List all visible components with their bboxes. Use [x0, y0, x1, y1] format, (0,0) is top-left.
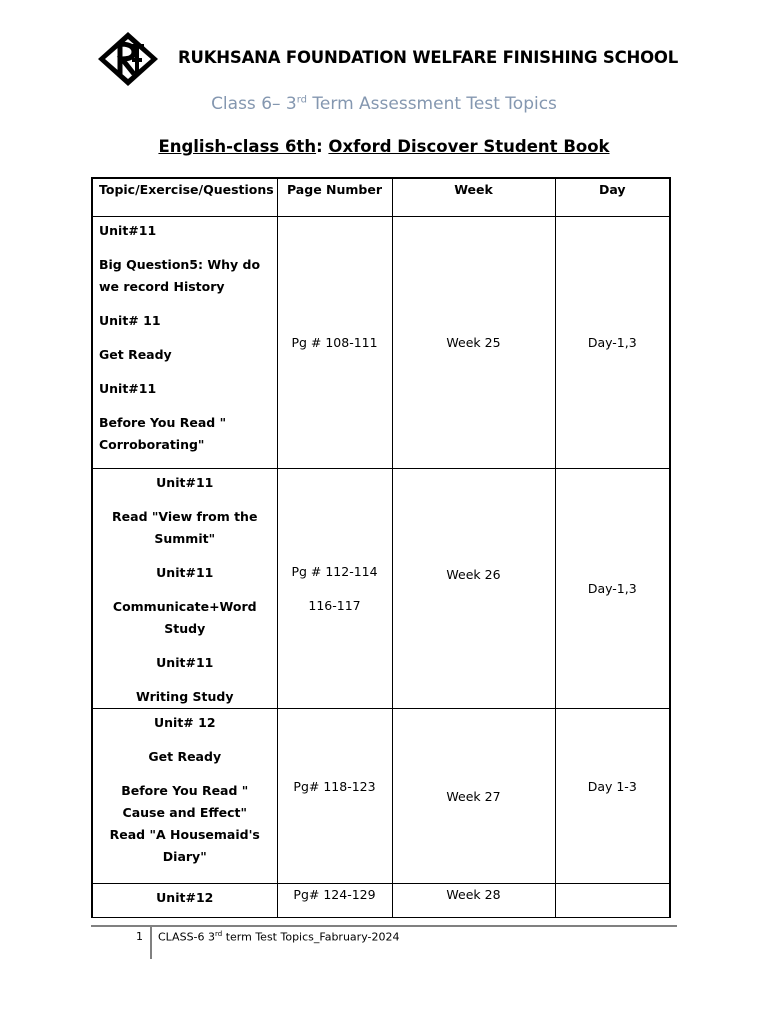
footer-separator	[150, 927, 152, 959]
page-cell: Pg# 118-123	[277, 709, 392, 884]
topic-cell: Unit#12	[92, 884, 277, 918]
table-row	[92, 709, 670, 884]
subject-label: English-class 6th	[158, 137, 317, 156]
page-number: 1	[136, 930, 143, 943]
table-row	[92, 217, 670, 469]
page-cell: Pg# 124-129	[277, 884, 392, 918]
footer-divider	[91, 925, 677, 927]
assessment-title: Class 6– 3rd Term Assessment Test Topics	[211, 94, 557, 114]
week-cell: Week 27	[392, 709, 555, 884]
document-header	[96, 30, 696, 90]
school-name: RUKHSANA FOUNDATION WELFARE FINISHING SCHOOL	[178, 48, 679, 67]
week-cell: Week 25	[392, 217, 555, 469]
week-cell: Week 28	[392, 884, 555, 918]
table-row	[92, 469, 670, 709]
book-title: Oxford Discover Student Book	[328, 137, 610, 156]
day-cell: Day-1,3	[555, 217, 670, 469]
day-cell	[555, 884, 670, 918]
day-cell: Day-1,3	[555, 469, 670, 709]
header-day: Day	[555, 178, 670, 217]
header-topic: Topic/Exercise/Questions	[92, 178, 277, 217]
day-cell: Day 1-3	[555, 709, 670, 884]
header-page-number: Page Number	[277, 178, 392, 217]
page-cell: Pg # 108-111	[277, 217, 392, 469]
subject-book-line: English-class 6th: Oxford Discover Student Book	[158, 137, 610, 156]
table-row	[92, 884, 670, 918]
topic-cell: Unit#11 Read "View from the Summit" Unit#11 Communicate+Word Study Unit#11 Writing Study	[92, 469, 277, 709]
topic-cell: Unit# 12 Get Ready Before You Read " Cause and Effect" Read "A Housemaid's Diary"	[92, 709, 277, 884]
page-cell: Pg # 112-114 116-117	[277, 469, 392, 709]
week-cell: Week 26	[392, 469, 555, 709]
header-week: Week	[392, 178, 555, 217]
table-header-row	[92, 178, 670, 217]
topics-table	[91, 177, 671, 918]
topic-cell: Unit#11 Big Question5: Why do we record History Unit# 11 Get Ready Unit#11 Before You Read " Corroborating"	[92, 217, 277, 469]
rf-monogram-logo-icon	[96, 30, 160, 88]
footer-text: CLASS-6 3rd term Test Topics_Fabruary-2024	[158, 930, 400, 944]
